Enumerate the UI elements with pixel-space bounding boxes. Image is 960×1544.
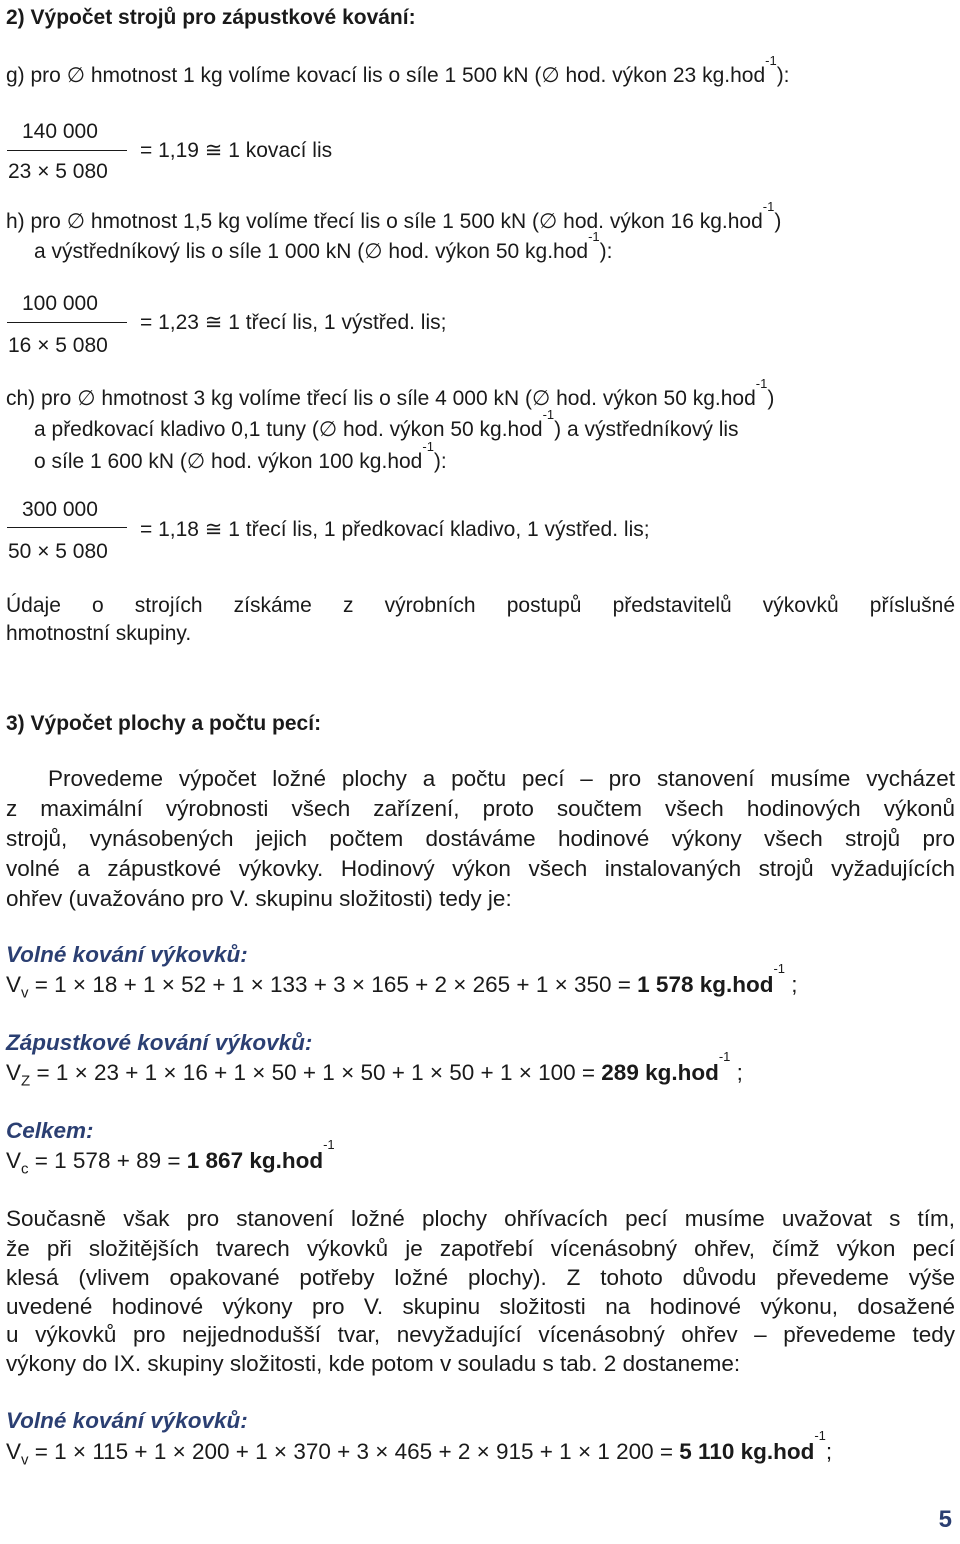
paragraph1-line3 (6, 826, 955, 852)
formula-vc-symbol: V (6, 1148, 22, 1173)
formula-vv2 (6, 1428, 833, 1469)
formula-vv-end: ; (785, 972, 798, 997)
item-h-line2 (34, 229, 613, 264)
p2-text-2: že při složitějších tvarech výkovků je zapotřebí vícenásobný ohřev, čímž výkon pecí (6, 1236, 955, 1261)
paragraph2-line1 (6, 1206, 955, 1232)
paragraph2-line5 (6, 1322, 955, 1348)
item-h-line1 (6, 199, 782, 234)
item-ch-sup1: -1 (755, 376, 768, 391)
paragraph1-line1 (48, 766, 955, 792)
item-ch-end1: ) (767, 387, 775, 410)
formula-vc-result: 1 867 kg.hod (186, 1148, 324, 1173)
item-ch-line3 (34, 439, 447, 474)
paragraph1-line2 (6, 796, 955, 822)
label-volne-kovani: Volné kování výkovků: (6, 942, 248, 967)
paragraph2-line2 (6, 1236, 955, 1262)
paragraph1-line5: ohřev (uvažováno pro V. skupinu složitosti) tedy je: (6, 886, 512, 911)
fraction-h-bar (7, 322, 127, 323)
page-number: 5 (938, 1506, 952, 1533)
item-ch-end2: ) a výstředníkový lis (554, 418, 739, 441)
formula-vz-result: 289 kg.hod (601, 1060, 719, 1085)
formula-vz-sub: Z (21, 1072, 31, 1090)
fraction-ch-bar (7, 527, 127, 528)
note-line1: Údaje o strojích získáme z výrobních postupů představitelů výkovků příslušné (6, 594, 955, 617)
item-h-end1: ) (774, 210, 782, 233)
formula-vv2-result: 5 110 kg.hod (679, 1439, 815, 1464)
fraction-g-bar (7, 150, 127, 151)
fraction-g-result: = 1,19 ≅ 1 kovací lis (140, 139, 333, 162)
formula-vv2-expr: = 1 × 115 + 1 × 200 + 1 × 370 + 3 × 465 + 2 × 915 + 1 × 1 200 = (28, 1439, 680, 1464)
formula-vc (6, 1137, 335, 1178)
formula-vv2-symbol: V (6, 1439, 22, 1464)
label-zapustkove-kovani: Zápustkové kování výkovků: (6, 1030, 313, 1055)
p1-text-4: volné a zápustkové výkovky. Hodinový výkon všech instalovaných strojů vyžadujících (6, 856, 955, 881)
item-h-sup2: -1 (588, 229, 600, 244)
item-ch-text2: a předkovací kladivo 0,1 tuny (∅ hod. výkon 50 kg.hod (34, 418, 543, 441)
item-h-text1: h) pro ∅ hmotnost 1,5 kg volíme třecí lis o síle 1 500 kN (∅ hod. výkon 16 kg.hod (6, 210, 763, 233)
label-volne-kovani-2: Volné kování výkovků: (6, 1408, 248, 1433)
paragraph2-line4 (6, 1294, 955, 1320)
formula-vv (6, 961, 798, 1002)
item-ch-end3: ): (433, 450, 447, 473)
p2-text-1: Současně však pro stanovení ložné plochy ohřívacích pecí musíme uvažovat s tím, (6, 1206, 955, 1231)
item-g-line (6, 53, 790, 88)
paragraph2-line3 (6, 1265, 955, 1291)
formula-vz-end: ; (730, 1060, 743, 1085)
p2-text-3: klesá (vlivem opakované potřeby ložné plochy). Z tohoto důvodu převedeme výše (6, 1265, 955, 1290)
formula-vv2-sub: v (21, 1451, 29, 1469)
fraction-ch-denominator: 50 × 5 080 (8, 540, 108, 563)
p1-text-1: Provedeme výpočet ložné plochy a počtu pecí – pro stanovení musíme vycházet (48, 766, 955, 791)
p1-text-2: z maximální výrobnosti všech zařízení, proto součtem všech hodinových výkonů (6, 796, 955, 821)
item-h-text2: a výstředníkový lis o síle 1 000 kN (∅ hod. výkon 50 kg.hod (34, 240, 589, 263)
item-ch-sup2: -1 (542, 407, 555, 422)
item-ch-line1 (6, 376, 775, 411)
formula-vz (6, 1049, 743, 1090)
fraction-ch-numerator: 300 000 (22, 498, 98, 521)
item-ch-text1: ch) pro ∅ hmotnost 3 kg volíme třecí lis o síle 4 000 kN (∅ hod. výkon 50 kg.hod (6, 387, 756, 410)
formula-vz-expr: = 1 × 23 + 1 × 16 + 1 × 50 + 1 × 50 + 1 × 50 + 1 × 100 = (30, 1060, 602, 1085)
section-heading-furnaces: 3) Výpočet plochy a počtu pecí: (6, 712, 322, 735)
note-line2: hmotnostní skupiny. (6, 622, 192, 645)
formula-vv-expr: = 1 × 18 + 1 × 52 + 1 × 133 + 3 × 165 + 2 × 265 + 1 × 350 = (28, 972, 638, 997)
item-g-text: g) pro ∅ hmotnost 1 kg volíme kovací lis o síle 1 500 kN (∅ hod. výkon 23 kg.hod (6, 64, 766, 87)
p2-text-4: uvedené hodinové výkony pro V. skupinu složitosti na hodinové výkonu, dosažené (6, 1294, 955, 1319)
fraction-h-numerator: 100 000 (22, 292, 98, 315)
formula-vv-sup: -1 (773, 961, 786, 976)
section-heading-machines: 2) Výpočet strojů pro zápustkové kování: (6, 6, 416, 29)
item-g-end: ): (776, 64, 790, 87)
formula-vc-sup: -1 (323, 1137, 335, 1152)
formula-vz-symbol: V (6, 1060, 22, 1085)
label-celkem: Celkem: (6, 1118, 94, 1143)
item-g-sup: -1 (765, 53, 777, 68)
paragraph2-line6: výkony do IX. skupiny složitosti, kde potom v souladu s tab. 2 dostaneme: (6, 1351, 741, 1376)
formula-vc-sub: c (21, 1160, 29, 1178)
item-ch-text3: o síle 1 600 kN (∅ hod. výkon 100 kg.hod (34, 450, 423, 473)
item-h-sup1: -1 (762, 199, 775, 214)
formula-vv-result: 1 578 kg.hod (637, 972, 774, 997)
fraction-ch-result: = 1,18 ≅ 1 třecí lis, 1 předkovací kladivo, 1 výstřed. lis; (140, 518, 650, 541)
formula-vv-symbol: V (6, 972, 22, 997)
p2-text-5: u výkovků pro nejjednodušší tvar, nevyžadující vícenásobný ohřev – převedeme tedy (6, 1322, 955, 1347)
formula-vv2-end: ; (825, 1439, 833, 1464)
paragraph1-line4 (6, 856, 955, 882)
formula-vv2-sup: -1 (814, 1428, 826, 1443)
item-ch-sup3: -1 (422, 439, 434, 454)
fraction-g-denominator: 23 × 5 080 (8, 160, 108, 183)
fraction-h-result: = 1,23 ≅ 1 třecí lis, 1 výstřed. lis; (140, 311, 447, 334)
p1-text-3: strojů, vynásobených jejich počtem dostáváme hodinové výkony všech strojů pro (6, 826, 955, 851)
formula-vc-expr: = 1 578 + 89 = (28, 1148, 187, 1173)
formula-vz-sup: -1 (718, 1049, 731, 1064)
formula-vv-sub: v (21, 984, 29, 1002)
item-h-end2: ): (599, 240, 613, 263)
item-ch-line2 (34, 407, 739, 442)
fraction-g-numerator: 140 000 (22, 120, 98, 143)
fraction-h-denominator: 16 × 5 080 (8, 334, 108, 357)
